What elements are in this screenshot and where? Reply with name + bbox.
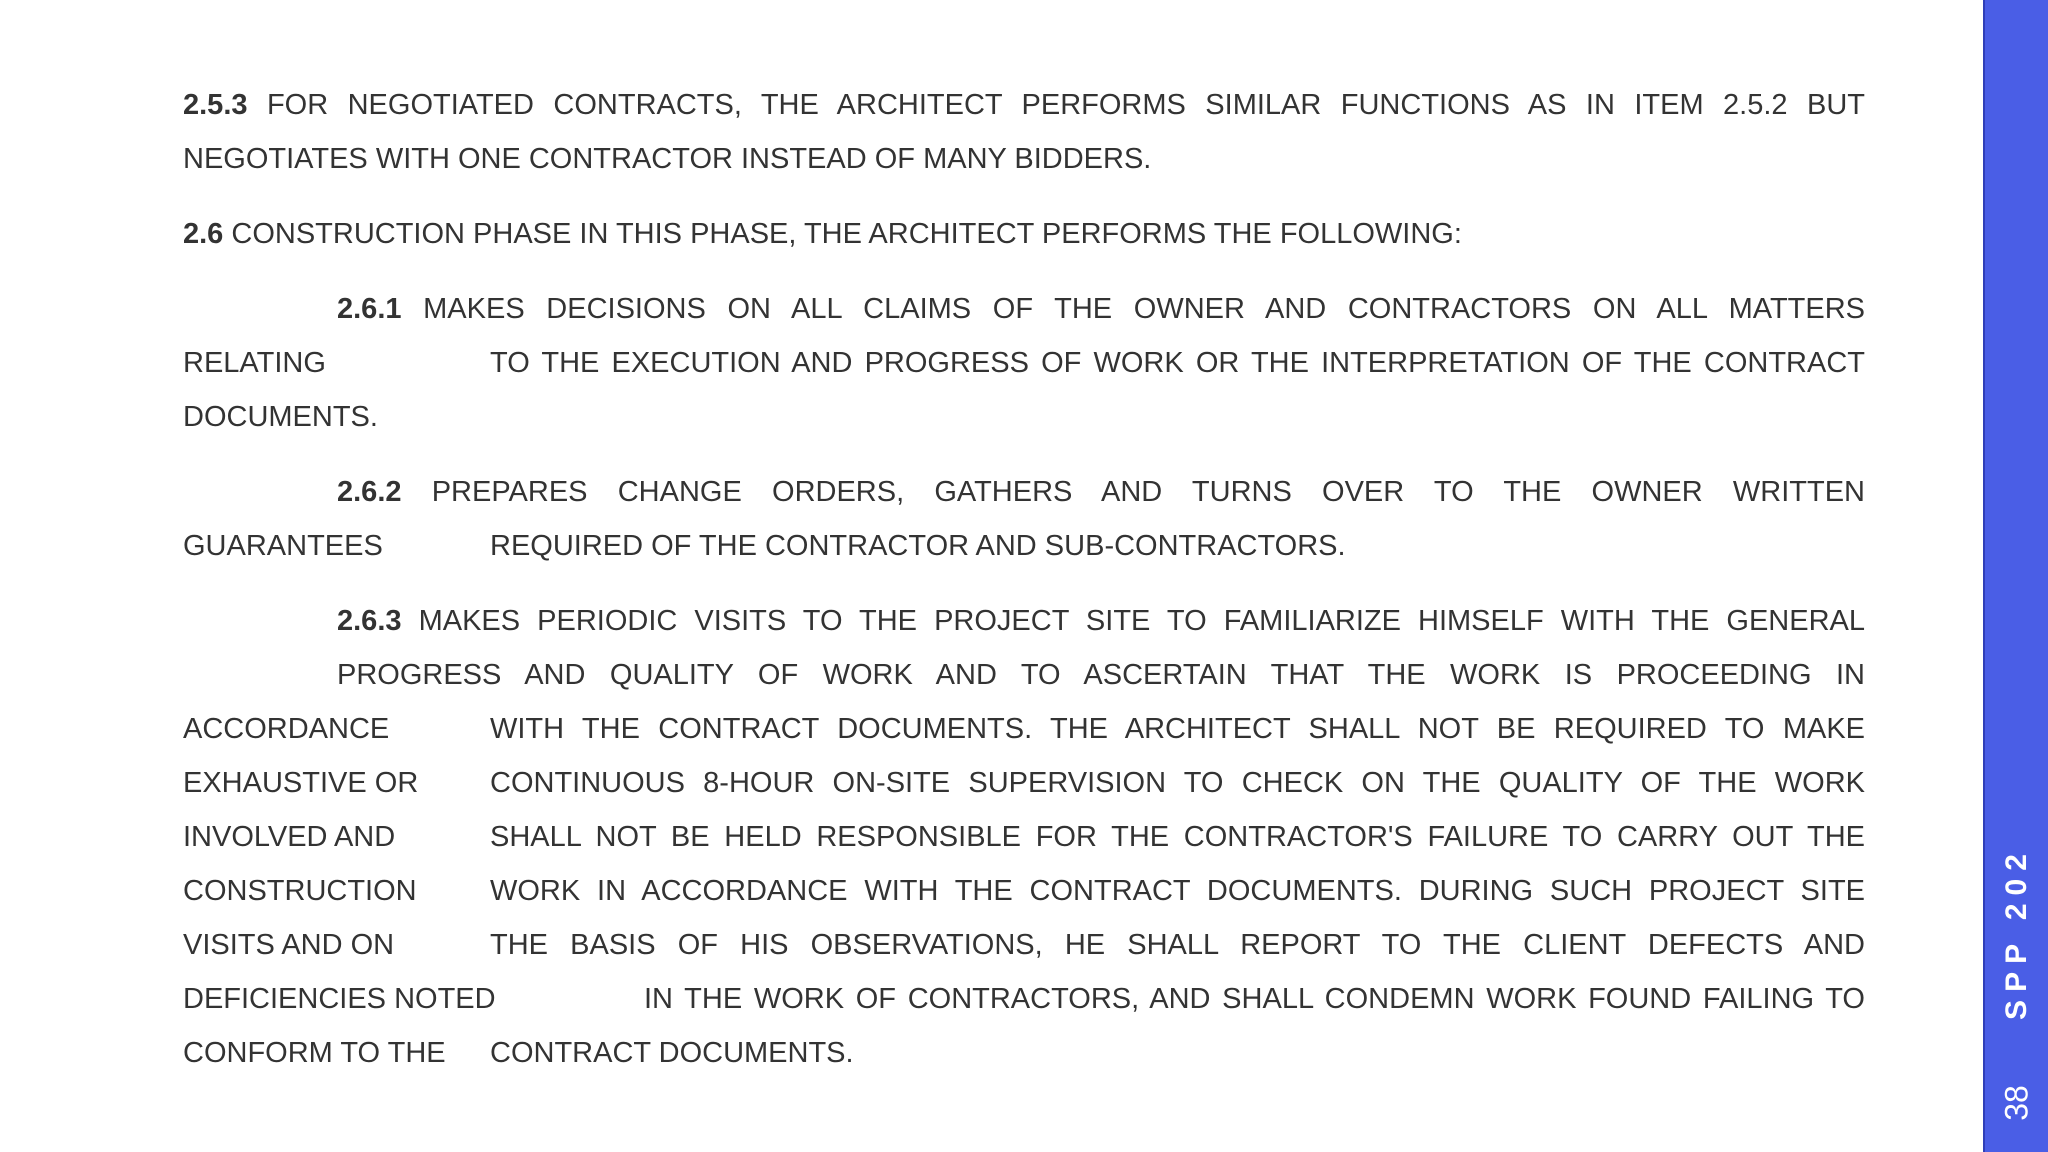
paragraph-2-6-3-line-7 xyxy=(183,918,1865,972)
paragraph-2-6-1-line-3 xyxy=(183,390,1865,444)
line-body-text: IN THE WORK OF CONTRACTORS, AND SHALL CONDEMN WORK FOUND FAILING TO xyxy=(644,983,1865,1015)
paragraph-text: PROGRESS AND QUALITY OF WORK AND TO ASCERTAIN THAT THE WORK IS PROCEEDING IN xyxy=(337,659,1865,691)
paragraph-2-6-3-line-3 xyxy=(183,702,1865,756)
section-number: 2.5.3 xyxy=(183,89,248,121)
paragraph-2-6-3-line-9 xyxy=(183,1026,1865,1080)
paragraph-text: PREPARES CHANGE ORDERS, GATHERS AND TURNS OVER TO THE OWNER WRITTEN xyxy=(431,476,1865,508)
paragraph-2-6-2-line-1 xyxy=(183,465,1865,519)
page-number: 38 xyxy=(1998,1085,2034,1121)
section-number: 2.6.1 xyxy=(337,293,402,325)
paragraph-2-6-2-line-2 xyxy=(183,519,1865,573)
paragraph-2-6 xyxy=(183,207,1865,261)
line-lead-text: ACCORDANCE xyxy=(183,713,390,745)
paragraph-text: FOR NEGOTIATED CONTRACTS, THE ARCHITECT PERFORMS SIMILAR FUNCTIONS AS IN ITEM 2.5.2 BUT xyxy=(266,89,1865,121)
paragraph-2-6-3-line-2 xyxy=(183,648,1865,702)
line-body-text: TO THE EXECUTION AND PROGRESS OF WORK OR THE INTERPRETATION OF THE CONTRACT xyxy=(490,347,1865,379)
paragraph-2-6-3-line-8 xyxy=(183,972,1865,1026)
line-body-text: SHALL NOT BE HELD RESPONSIBLE FOR THE CONTRACTOR'S FAILURE TO CARRY OUT THE xyxy=(490,821,1865,853)
line-lead-text: CONFORM TO THE xyxy=(183,1037,446,1069)
paragraph-text: CONSTRUCTION PHASE IN THIS PHASE, THE ARCHITECT PERFORMS THE FOLLOWING: xyxy=(231,218,1462,250)
paragraph-text: NEGOTIATES WITH ONE CONTRACTOR INSTEAD OF MANY BIDDERS. xyxy=(183,143,1152,175)
section-number: 2.6.2 xyxy=(337,476,402,508)
line-lead-text: VISITS AND ON xyxy=(183,929,395,961)
paragraph-text: DOCUMENTS. xyxy=(183,401,378,433)
paragraph-text: MAKES DECISIONS ON ALL CLAIMS OF THE OWNER AND CONTRACTORS ON ALL MATTERS xyxy=(423,293,1865,325)
line-body-text: CONTRACT DOCUMENTS. xyxy=(490,1037,854,1069)
line-lead-text: GUARANTEES xyxy=(183,530,383,562)
paragraph-2-5-3-line-2 xyxy=(183,132,1865,186)
paragraph-2-6-1-line-2 xyxy=(183,336,1865,390)
line-body-text: CONTINUOUS 8-HOUR ON-SITE SUPERVISION TO CHECK ON THE QUALITY OF THE WORK xyxy=(490,767,1865,799)
paragraph-2-5-3-line-1 xyxy=(183,78,1865,132)
line-body-text: REQUIRED OF THE CONTRACTOR AND SUB-CONTRACTORS. xyxy=(490,530,1346,562)
line-body-text: THE BASIS OF HIS OBSERVATIONS, HE SHALL REPORT TO THE CLIENT DEFECTS AND xyxy=(490,929,1865,961)
paragraph-2-6-3-line-4 xyxy=(183,756,1865,810)
course-code: SPP 202 xyxy=(1999,846,2033,1020)
paragraph-2-6-3-line-5 xyxy=(183,810,1865,864)
paragraph-2-6-1-line-1 xyxy=(183,282,1865,336)
line-lead-text: CONSTRUCTION xyxy=(183,875,417,907)
line-body-text: WITH THE CONTRACT DOCUMENTS. THE ARCHITECT SHALL NOT BE REQUIRED TO MAKE xyxy=(490,713,1865,745)
paragraph-text: MAKES PERIODIC VISITS TO THE PROJECT SITE TO FAMILIARIZE HIMSELF WITH THE GENERAL xyxy=(418,605,1865,637)
paragraph-2-6-3-line-6 xyxy=(183,864,1865,918)
document-body xyxy=(183,78,1865,1080)
line-lead-text: RELATING xyxy=(183,347,326,379)
section-number: 2.6 xyxy=(183,218,224,250)
section-number: 2.6.3 xyxy=(337,605,402,637)
line-body-text: WORK IN ACCORDANCE WITH THE CONTRACT DOCUMENTS. DURING SUCH PROJECT SITE xyxy=(490,875,1865,907)
line-lead-text: DEFICIENCIES NOTED xyxy=(183,983,496,1015)
paragraph-2-6-3-line-1 xyxy=(183,594,1865,648)
slide-sidebar xyxy=(1983,0,2048,1152)
line-lead-text: EXHAUSTIVE OR xyxy=(183,767,419,799)
line-lead-text: INVOLVED AND xyxy=(183,821,396,853)
